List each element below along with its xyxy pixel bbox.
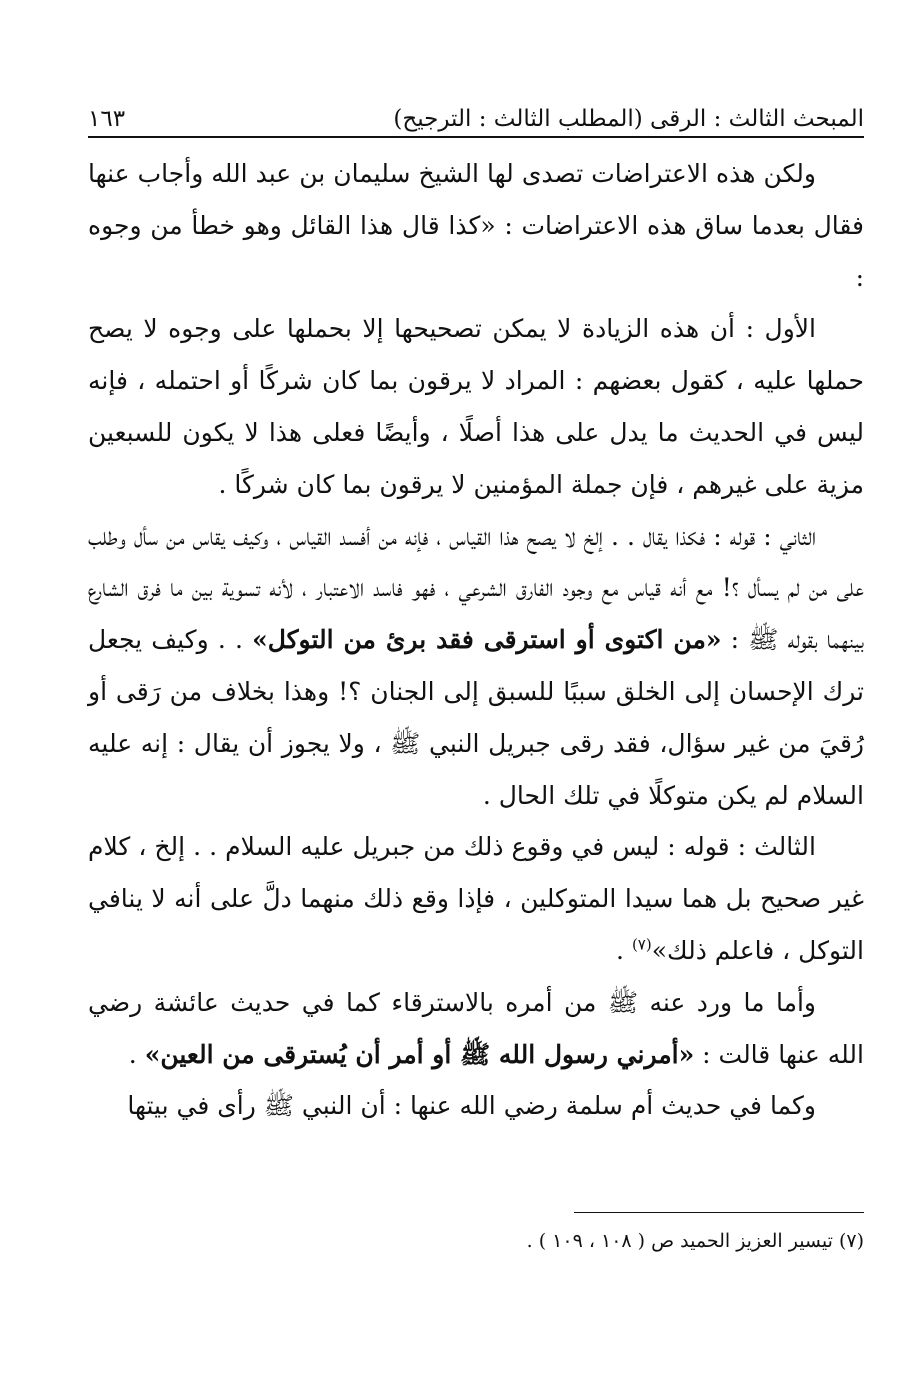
- text-run: .: [616, 935, 632, 965]
- text-run: وكما في حديث أم سلمة رضي الله عنها : أن النبي ﷺ رأى في بيتها: [127, 1091, 816, 1121]
- paragraph: [88, 148, 864, 303]
- hadith-quote: «أمرني رسول الله ﷺ أو أمر أن يُسترقى من العين»: [144, 1039, 695, 1069]
- page-number: ١٦٣: [88, 106, 126, 132]
- paragraph: [88, 821, 864, 976]
- paragraph: [88, 511, 864, 822]
- footnote-reference: (٧): [631, 935, 652, 954]
- footnote-separator: [574, 1212, 864, 1213]
- text-run: الثالث : قوله : ليس في وقوع ذلك من جبريل عليه السلام . . إلخ ، كلام غير صحيح بل هما سيدا المتوكلين ، فإذا وقع ذلك منهما دلَّ على أنه لا ينافي التوكل ، فاعلم ذلك»: [88, 832, 864, 965]
- text-run: الثاني : قوله : فكذا يقال . . إلخ لا يصح هذا القياس ، فإنه من أفسد القياس ، وكيف يقاس من سأل وطلب على من لم يسأل ؟! مع أنه قياس مع وجود الفارق الشرعي ، فهو فاسد الاعتبار ، لأنه تسوية بين ما فرق الشارع بينهما بقوله ﷺ :: [88, 521, 865, 655]
- text-run: ولكن هذه الاعتراضات تصدى لها الشيخ سليمان بن عبد الله وأجاب عنها فقال بعدما ساق هذه الاعتراضات : «كذا قال هذا القائل وهو خطأ من وجوه :: [88, 159, 864, 292]
- hadith-quote: «من اكتوى أو استرقى فقد برئ من التوكل»: [252, 625, 722, 655]
- paragraph: [88, 303, 864, 510]
- text-run: . . وكيف يجعل ترك الإحسان إلى الخلق سببًا للسبق إلى الجنان ؟! وهذا بخلاف من رَقى أو رُقيَ من غير سؤال، فقد رقى جبريل النبي ﷺ ، ولا يجوز أن يقال : إنه عليه السلام لم يكن متوكلًا في تلك الحال .: [88, 625, 864, 810]
- paragraph: [88, 977, 864, 1081]
- paragraph: [88, 1080, 864, 1132]
- text-run: الأول : أن هذه الزيادة لا يمكن تصحيحها إلا بحملها على وجوه لا يصح حملها عليه ، كقول بعضهم : المراد لا يرقون بما كان شركًا أو احتمله ، فإنه ليس في الحديث ما يدل على هذا أصلًا ، وأيضًا فعلى هذا لا يكون للسبعين مزية على غيرهم ، فإن جملة المؤمنين لا يرقون بما كان شركًا .: [88, 314, 864, 499]
- text-run: وأما ما ورد عنه ﷺ من أمره بالاسترقاء كما في حديث عائشة رضي الله عنها قالت :: [88, 987, 864, 1069]
- header-rule: [88, 136, 864, 138]
- text-run: .: [128, 1039, 145, 1069]
- page-header: [88, 92, 864, 132]
- footnote: (٧) تيسير العزيز الحميد ص ( ١٠٨ ، ١٠٩ ) .: [526, 1230, 864, 1252]
- body-text: [88, 148, 864, 1132]
- running-title: المبحث الثالث : الرقى (المطلب الثالث : الترجيح): [393, 106, 864, 132]
